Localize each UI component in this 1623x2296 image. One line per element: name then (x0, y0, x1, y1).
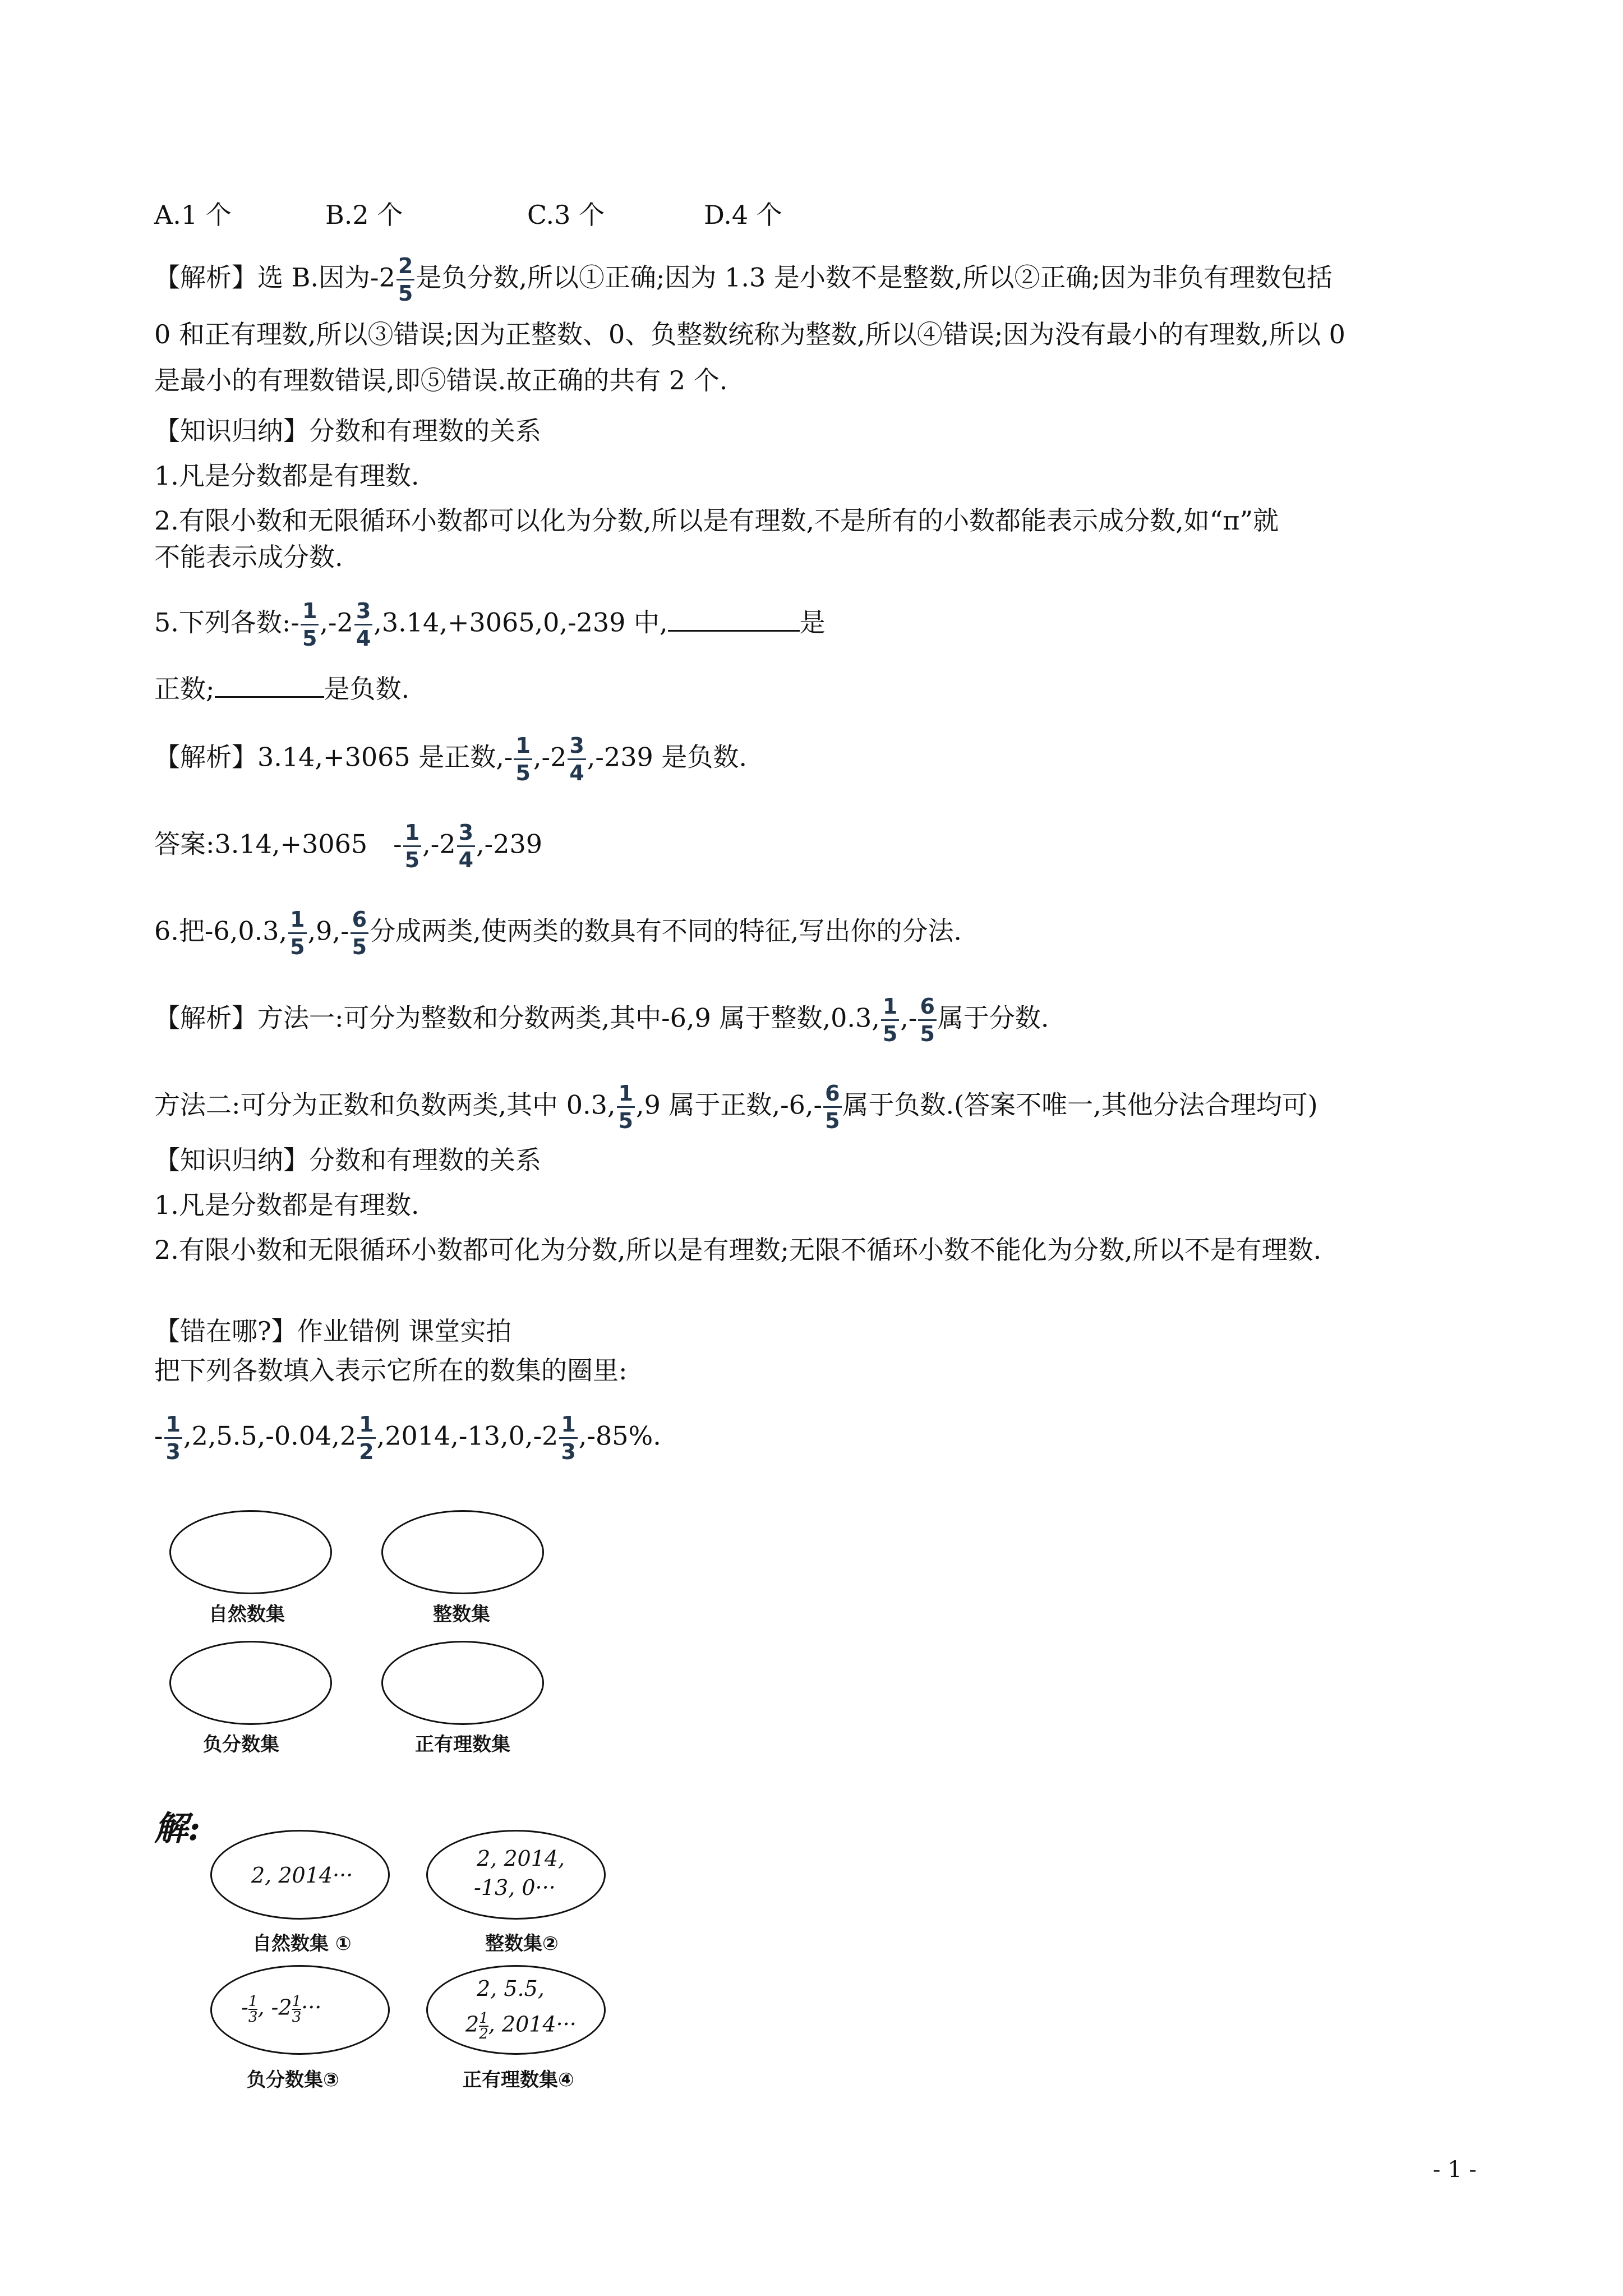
q4-analysis-line1: 【解析】选 B.因为-2 $\frac{2}{5}$ 是负分数,所以①正确;因为 1.3 是小数不是整数,所以②正确;因为非负有理数包括 (154, 254, 1332, 306)
answer-content: 2, 2014··· (251, 1863, 353, 1888)
set-ellipse-positive-rational (381, 1641, 544, 1725)
option-a: A.1 个 (154, 200, 232, 230)
fraction: $\frac{1}{2}$ (357, 1414, 375, 1462)
summary-item: 2.有限小数和无限循环小数都可以化为分数,所以是有理数,不是所有的小数都能表示成分数,如“π”就 (154, 505, 1279, 536)
handwritten-label: 解: (154, 1809, 201, 1848)
fraction: $\frac{3}{4}$ (354, 600, 372, 649)
q5-question: 5.下列各数:- $\frac{1}{5}$ ,-2 $\frac{3}{4}$ ,3.14,+3065,0,-239 中, 是 (154, 599, 826, 651)
answer-set-label: 整数集② (485, 1932, 559, 1955)
fraction: $\frac{1}{5}$ (617, 1083, 635, 1131)
set-label: 正有理数集 (415, 1733, 510, 1756)
option-d: D.4 个 (704, 200, 782, 230)
answer-content: 2, 2014, (477, 1846, 565, 1871)
answer-set-label: 正有理数集④ (463, 2069, 574, 2091)
page-number: - 1 - (1433, 2157, 1477, 2183)
set-label: 整数集 (433, 1603, 490, 1626)
option-c: C.3 个 (527, 200, 605, 230)
answer-content: 2 $\frac{1}{2}$ , 2014··· (465, 2010, 577, 2042)
fraction: $\frac{1}{3}$ (164, 1414, 182, 1462)
analysis-tag: 【解析】 (154, 1002, 257, 1033)
summary-item: 2.有限小数和无限循环小数都可化为分数,所以是有理数;无限不循环小数不能化为分数,所以不是有理数. (154, 1235, 1322, 1265)
fraction: $\frac{1}{5}$ (288, 909, 306, 958)
summary-item: 1.凡是分数都是有理数. (154, 461, 419, 491)
fraction: $\frac{6}{5}$ (823, 1083, 841, 1131)
summary-item: 1.凡是分数都是有理数. (154, 1190, 419, 1220)
mistake-numbers: - $\frac{1}{3}$ ,2,5.5,-0.04,2 $\frac{1}{2}$ ,2014,-13,0,-2 $\frac{1}{3}$ ,-85%. (154, 1412, 661, 1464)
set-label: 负分数集 (203, 1733, 279, 1756)
fraction: $\frac{1}{5}$ (301, 600, 319, 649)
fraction: $\frac{3}{4}$ (568, 735, 585, 784)
fraction: $\frac{1}{5}$ (514, 735, 532, 784)
mistake-title: 【错在哪?】作业错例 课堂实拍 (154, 1316, 512, 1346)
q5-analysis: 【解析】3.14,+3065 是正数,- $\frac{1}{5}$ ,-2 $\frac{3}{4}$ ,-239 是负数. (154, 733, 748, 785)
fraction: $\frac{6}{5}$ (351, 909, 368, 958)
q6-method1: 【解析】方法一:可分为整数和分数两类,其中-6,9 属于整数,0.3, $\frac{1}{5}$ ,- $\frac{6}{5}$ 属于分数. (154, 994, 1049, 1046)
fraction: $\frac{1}{5}$ (881, 996, 899, 1045)
answer-set-label: 自然数集 ① (252, 1932, 352, 1955)
set-label: 自然数集 (209, 1603, 285, 1626)
fraction: $\frac{2}{5}$ (396, 255, 414, 304)
answer-content: -13, 0··· (474, 1875, 556, 1900)
answer-content: - $\frac{1}{3}$ , -2 $\frac{1}{3}$ ··· (241, 1993, 322, 2026)
mistake-prompt: 把下列各数填入表示它所在的数集的圈里: (154, 1355, 628, 1386)
analysis-tag: 【解析】 (154, 742, 257, 772)
q4-analysis-line2: 0 和正有理数,所以③错误;因为正整数、0、负整数统称为整数,所以④错误;因为没有最小的有理数,所以 0 (154, 319, 1345, 349)
fraction: $\frac{6}{5}$ (918, 996, 936, 1045)
fraction: $\frac{1}{3}$ (559, 1414, 577, 1462)
q6-question: 6.把-6,0.3, $\frac{1}{5}$ ,9,- $\frac{6}{5}$ 分成两类,使两类的数具有不同的特征,写出你的分法. (154, 907, 962, 959)
answer-blank[interactable] (668, 608, 800, 632)
summary-item: 不能表示成分数. (154, 542, 343, 572)
answer-set-label: 负分数集③ (247, 2069, 339, 2091)
analysis-tag: 【解析】 (154, 262, 257, 293)
option-b: B.2 个 (325, 200, 403, 230)
q5-answer: 答案:3.14,+3065 - $\frac{1}{5}$ ,-2 $\frac{3}{4}$ ,-239 (154, 820, 543, 872)
set-ellipse-natural (169, 1510, 332, 1594)
q6-method2: 方法二:可分为正数和负数两类,其中 0.3, $\frac{1}{5}$ ,9 属于正数,-6,- $\frac{6}{5}$ 属于负数.(答案不唯一,其他分法合理均可) (154, 1081, 1318, 1133)
answer-blank[interactable] (215, 674, 324, 698)
q4-analysis-line3: 是最小的有理数错误,即⑤错误.故正确的共有 2 个. (154, 365, 728, 395)
summary-title: 【知识归纳】分数和有理数的关系 (154, 1145, 541, 1175)
summary-title: 【知识归纳】分数和有理数的关系 (154, 416, 541, 446)
fraction: $\frac{3}{4}$ (457, 822, 475, 871)
q5-question-cont: 正数; 是负数. (154, 674, 410, 704)
set-ellipse-integer (381, 1510, 544, 1594)
answer-content: 2, 5.5, (477, 1976, 545, 2001)
set-ellipse-negative-fraction (169, 1641, 332, 1725)
fraction: $\frac{1}{5}$ (403, 822, 421, 871)
